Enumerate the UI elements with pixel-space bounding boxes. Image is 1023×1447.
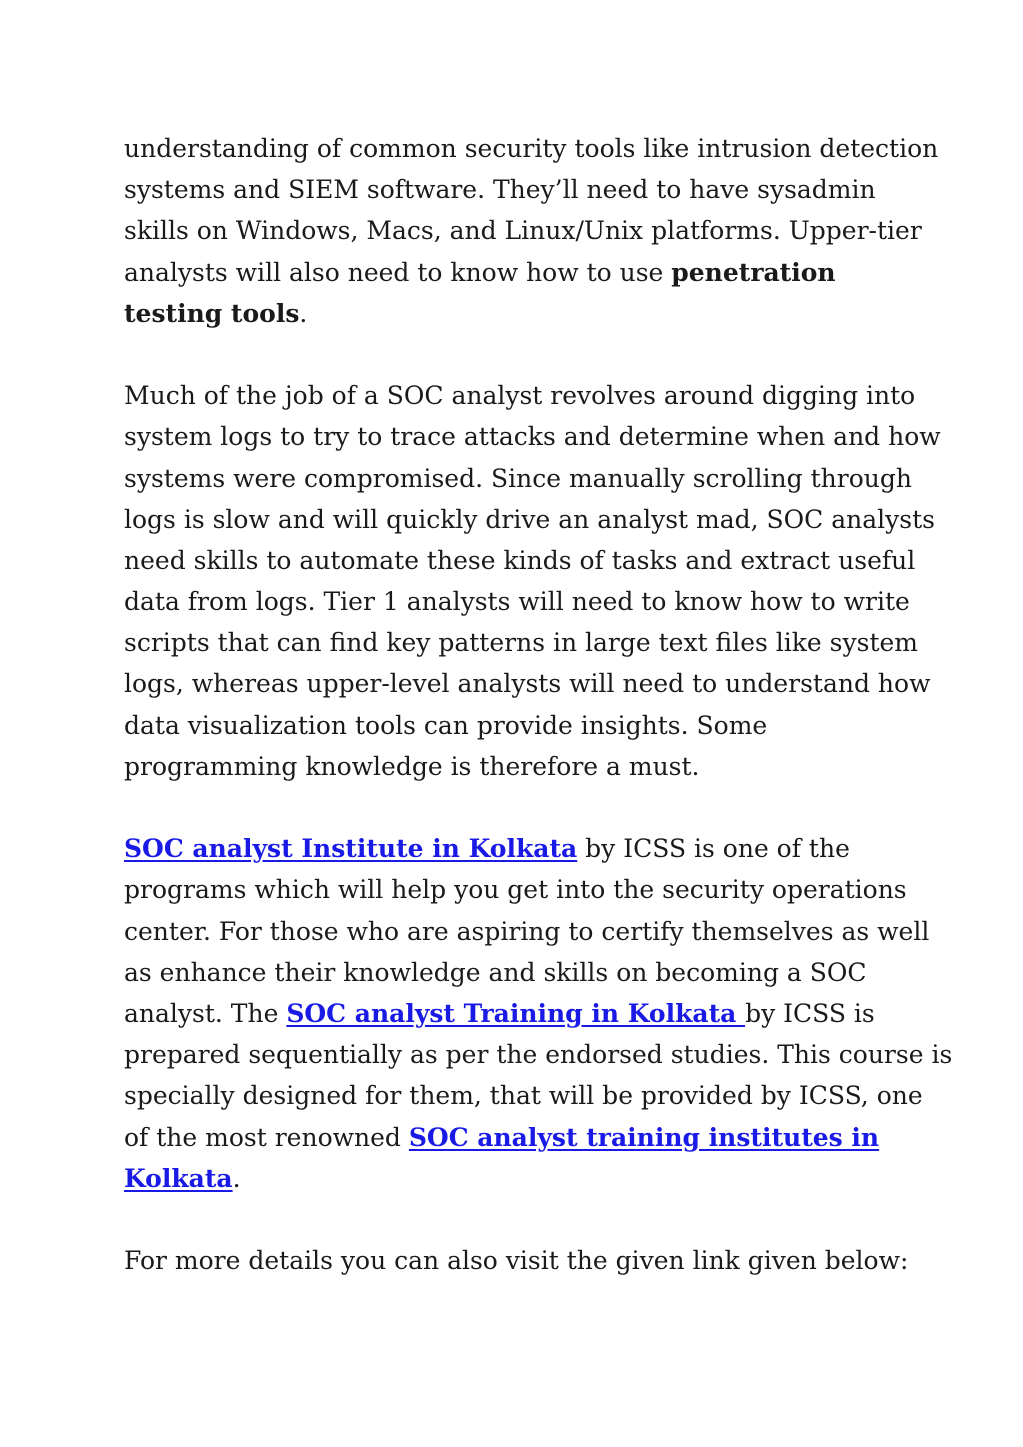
text-line: programs which will help you get into the security operations <box>124 875 907 905</box>
text-span: of the most renowned <box>124 1122 409 1152</box>
text-line: need skills to automate these kinds of tasks and extract useful <box>124 545 916 575</box>
text-span: analyst. The <box>124 998 287 1028</box>
text-line: For more details you can also visit the given link given below: <box>124 1246 909 1276</box>
text-line: data from logs. Tier 1 analysts will need to know how to write <box>124 587 910 617</box>
bold-term-testing-tools: testing tools <box>124 298 300 328</box>
text-line: prepared sequentially as per the endorsed studies. This course is <box>124 1040 953 1070</box>
text-line <box>124 293 914 334</box>
soc-institute-link[interactable]: SOC analyst Institute in Kolkata <box>124 834 578 864</box>
text-line: systems and SIEM software. They’ll need to have sysadmin <box>124 175 876 205</box>
text-span: . <box>232 1163 241 1193</box>
text-line <box>124 1158 914 1199</box>
paragraph-icss-program <box>124 828 953 1199</box>
text-line <box>124 993 914 1034</box>
soc-training-institutes-link[interactable]: SOC analyst training institutes in <box>408 1122 880 1152</box>
text-span: by ICSS is one of the <box>577 834 850 864</box>
text-line: understanding of common security tools like intrusion detection <box>124 134 939 163</box>
text-line: data visualization tools can provide insights. Some <box>124 710 768 740</box>
text-span: . <box>299 298 308 328</box>
text-line: logs is slow and will quickly drive an analyst mad, SOC analysts <box>124 504 935 534</box>
text-line: Much of the job of a SOC analyst revolves around digging into <box>124 381 916 411</box>
text-line <box>124 252 914 293</box>
text-line: specially designed for them, that will be provided by ICSS, one <box>124 1081 923 1111</box>
text-line: programming knowledge is therefore a must. <box>124 751 700 781</box>
text-line: as enhance their knowledge and skills on becoming a SOC <box>124 957 867 987</box>
text-line <box>124 1117 914 1158</box>
soc-training-institutes-link-cont[interactable]: Kolkata <box>124 1163 233 1193</box>
paragraph-log-analysis <box>124 375 941 787</box>
text-line: center. For those who are aspiring to certify themselves as well <box>124 916 930 946</box>
text-span: by ICSS is <box>745 998 875 1028</box>
text-line: systems were compromised. Since manually scrolling through <box>124 463 912 493</box>
text-line: skills on Windows, Macs, and Linux/Unix platforms. Upper-tier <box>124 216 922 246</box>
text-line <box>124 828 914 869</box>
text-line: scripts that can find key patterns in large text files like system <box>124 628 918 658</box>
soc-training-link[interactable]: SOC analyst Training in Kolkata <box>286 998 746 1028</box>
bold-term-penetration: penetration <box>671 257 836 287</box>
text-line: logs, whereas upper-level analysts will need to understand how <box>124 669 931 699</box>
text-span: analysts will also need to know how to use <box>124 257 672 287</box>
text-line: system logs to try to trace attacks and determine when and how <box>124 422 941 452</box>
document-page <box>124 128 953 1322</box>
paragraph-security-tools <box>124 128 939 334</box>
paragraph-more-details <box>124 1240 914 1281</box>
